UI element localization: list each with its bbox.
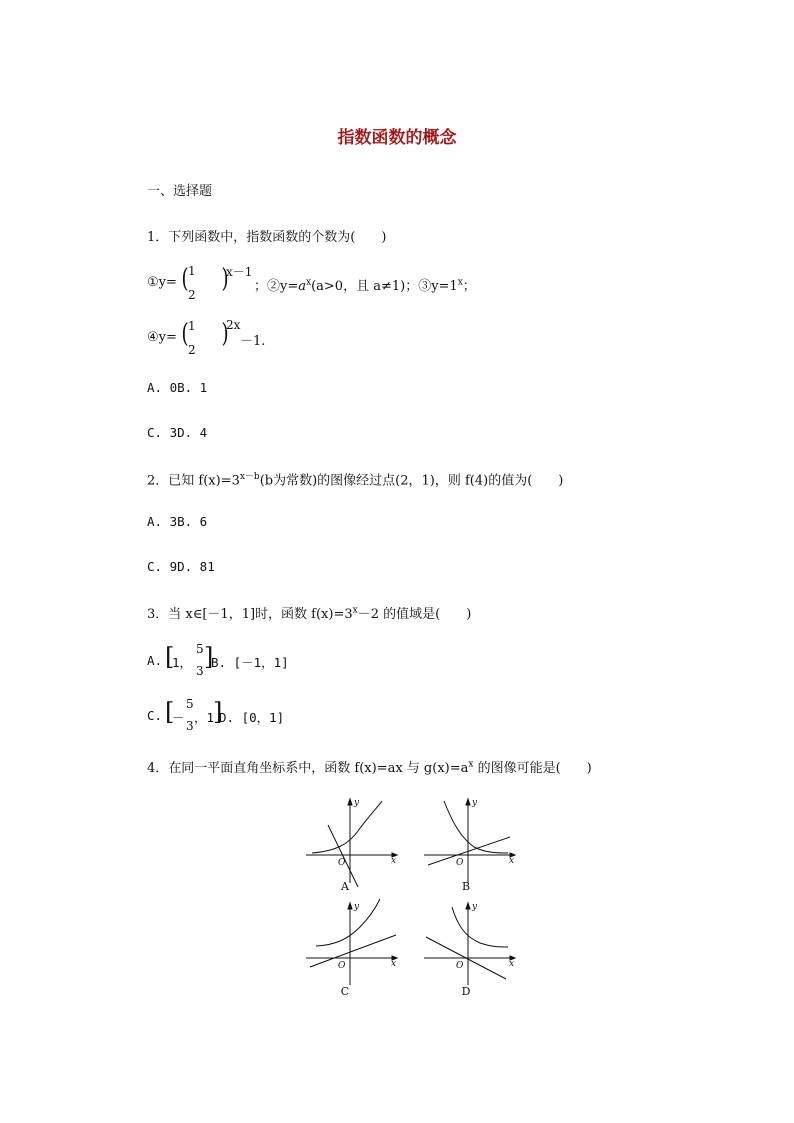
graph-b-origin: O [456,858,464,868]
q3-option-a-left: 1， [172,655,193,670]
q3-option-c-label: C. [147,708,163,723]
right-bracket: ] [204,643,214,671]
q1-options-ab: A. 0B. 1 [147,380,208,395]
graph-a-y-label: y [354,798,360,808]
graph-d-y-label: y [472,902,478,912]
right-paren: ) [221,319,229,349]
q1-option-line-1 [147,275,177,290]
graph-a-origin: O [338,858,346,868]
q3-option-c-mid: ，1 [194,710,215,725]
fraction-denominator: 3 [186,719,194,733]
page-title: 指数函数的概念 [337,128,457,148]
q3-option-b: B. [－1，1] [211,655,289,670]
fraction-numerator: 1 [188,319,196,333]
q2-options-ab: A. 3B. 6 [147,514,208,529]
exponent: 2x [226,318,241,332]
q1-l2-rest: －1. [240,334,266,349]
q2-stem: 2．已知 $f(x)=3^{x-b}(b$为常数)的图像经过点(2，1)，则 f(4)的值为( ) [147,472,564,489]
q4-stem: 4．在同一平面直角坐标系中，函数 f(x)=ax 与 $g(x)=a^x$ 的图像可能是( ) [147,759,592,776]
fraction-denominator: 2 [188,343,196,357]
q3-option-c-left: － [172,710,185,725]
graph-c-label: C [340,985,350,998]
graph-c-y-label: y [354,902,360,912]
fraction-denominator: 3 [196,664,204,678]
graph-d-origin: O [456,961,464,971]
graph-b-y-label: y [472,798,478,808]
q3-stem: 3．当 x∈[－1，1]时，函数 $f(x)=3^x-2$ 的值域是( ) [147,605,472,622]
exponent: x－1 [226,265,253,279]
graph-d [424,903,515,985]
q3-option-d: D. [0，1] [219,710,285,725]
graph-a-label: A [341,880,349,893]
fraction-denominator: 2 [188,288,196,302]
q1-l1-prefix: ①y= [147,275,177,290]
graph-b-x-label: x [509,856,515,866]
graph-d-label: D [461,985,471,998]
q3-option-a-label: A. [147,653,163,668]
left-paren: ( [181,319,189,349]
graph-a [306,799,397,887]
graph-b [424,799,515,883]
right-bracket: ] [213,698,223,726]
graph-a-x-label: x [391,856,397,866]
q4-graph-panel [300,795,530,1005]
fraction-numerator: 5 [196,642,204,656]
q1-option-line-2 [147,330,177,345]
graph-d-x-label: x [509,959,515,969]
q1-options-cd: C. 3D. 4 [147,425,208,440]
graph-c [306,899,397,985]
graph-c-x-label: x [391,959,397,969]
graph-c-origin: O [338,961,346,971]
fraction-numerator: 1 [188,264,196,278]
q1-l2-prefix: ④y= [147,330,177,345]
q1-l1-rest: ；$②y=a^x(a>0$，且 a≠1)；$③y=1^x$； [254,277,476,294]
left-bracket: [ [165,698,175,726]
left-bracket: [ [165,643,175,671]
section-heading: 一、选择题 [147,184,213,199]
q2-options-cd: C. 9D. 81 [147,559,215,574]
graph-b-label: B [461,880,471,893]
right-paren: ) [221,264,229,294]
left-paren: ( [181,264,189,294]
fraction-numerator: 5 [186,697,194,711]
q1-stem: 1．下列函数中，指数函数的个数为( ) [147,230,387,245]
